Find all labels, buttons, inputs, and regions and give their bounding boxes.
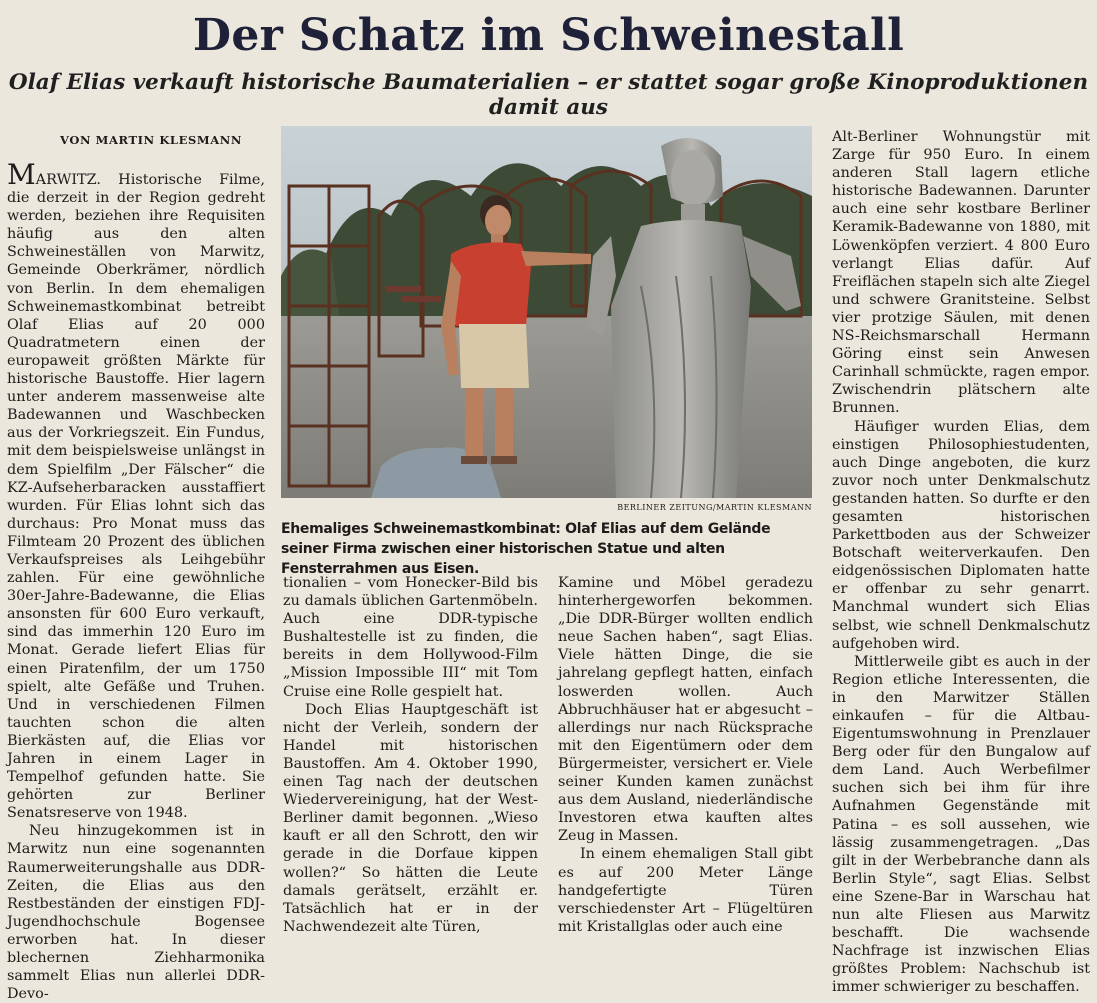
photo-caption: Ehemaliges Schweinemastkombinat: Olaf Elias auf dem Gelände seiner Firma zwischen einer historischen Statue und alten Fensterrahmen aus Eisen. bbox=[281, 521, 771, 577]
headline: Der Schatz im Schweinestall bbox=[192, 10, 905, 61]
article-paragraph: Doch Elias Hauptgeschäft ist nicht der Verleih, sondern der Handel mit historischen Baustoffen. Am 4. Oktober 1990, einen Tag nach der deutschen Wiedervereinigung, hat der West-Berliner damit begonnen. „Wieso kauft er all den Schrott, den wir gerade in die Dorfaue kippen wollen?“ So hätten die Leute damals gerätselt, erzählt er. Tatsächlich hat er in der Nachwendezeit alte Türen, bbox=[283, 701, 538, 935]
article-paragraph: In einem ehemaligen Stall gibt es auf 200 Meter Länge handgefertigte Türen verschiedenster Art – Flügeltüren mit Kristallglas oder auch eine bbox=[558, 846, 813, 935]
article-paragraph: tionalien – vom Honecker-Bild bis zu damals üblichen Gartenmöbeln. Auch eine DDR-typische Bushaltestelle ist zu finden, die bereits in dem Hollywood-Film „Mission Impossible III“ mit Tom Cruise eine Rolle gespielt hat. bbox=[283, 575, 538, 700]
photo-credit: BERLINER ZEITUNG/MARTIN KLESMANN bbox=[617, 503, 812, 512]
article-paragraph: Mittlerweile gibt es auch in der Region etliche Interessenten, die in den Marwitzer Ställen einkaufen – für die Altbau-Eigentumswohnung in Prenzlauer Berg oder für den Bungalow auf dem Land. Auch Werbefilmer suchen sich bei ihm für ihre Aufnahmen Gegenstände mit Patina – es soll aussehen, wie lässig zusammengetragen. „Das gilt in der Werbebranche dann als Berlin Style“, sagt Elias. Selbst eine Szene-Bar in Warschau hat nun alte Fliesen aus Marwitz beschafft. Die wachsende Nachfrage ist inzwischen Elias größtes Problem: Nachschub ist immer schwieriger zu beschaffen. bbox=[832, 653, 1090, 996]
byline: VON MARTIN KLESMANN bbox=[60, 133, 242, 147]
article-photo bbox=[281, 126, 812, 498]
article-paragraph bbox=[7, 158, 265, 822]
dropcap: M bbox=[7, 158, 36, 191]
subheadline: Olaf Elias verkauft historische Baumaterialien – er stattet sogar große Kinoproduktionen damit aus bbox=[8, 70, 1089, 120]
article-paragraph: Häufiger wurden Elias, dem einstigen Philosophiestudenten, auch Dinge angeboten, die kurz zuvor noch unter Denkmalschutz gestanden hatten. So durfte er den gesamten historischen Parkettboden aus der Schweizer Botschaft weiterverkaufen. Den eidgenössischen Diplomaten hatte er offenbar zu sehr genarrt. Manchmal wundert sich Elias selbst, wie schnell Denkmalschutz aufgehoben wird. bbox=[832, 418, 1090, 652]
article-column-3 bbox=[558, 574, 813, 935]
article-column-1 bbox=[7, 158, 265, 1003]
article-column-4 bbox=[832, 128, 1090, 996]
article-paragraph: Neu hinzugekommen ist in Marwitz nun eine sogenannten Raumerweiterungshalle aus DDR-Zeiten, die Elias aus den Restbeständen der einstigen FDJ-Jugendhochschule Bogensee erworben hat. In dieser blechernen Ziehharmonika sammelt Elias nun allerlei DDR-Devo- bbox=[7, 823, 265, 1003]
article-column-2 bbox=[283, 574, 538, 935]
article-paragraph: Alt-Berliner Wohnungstür mit Zarge für 950 Euro. In einem anderen Stall lagern etliche historische Badewannen. Darunter auch eine sehr kostbare Berliner Keramik-Badewanne von 1880, mit Löwenköpfen verziert. 4 800 Euro verlangt Elias dafür. Auf Freiflächen stapeln sich alte Ziegel und schwere Granitsteine. Selbst vier protzige Säulen, mit denen NS-Reichsmarschall Hermann Göring einst sein Anwesen Carinhall schmückte, ragen empor. Zwischendrin plätschern alte Brunnen. bbox=[832, 129, 1090, 417]
article-paragraph: Kamine und Möbel geradezu hinterhergeworfen bekommen. „Die DDR-Bürger wollten endlich neue Sachen haben“, sagt Elias. Viele hätten Dinge, die sie jahrelang gepflegt hatten, einfach loswerden wollen. Auch Abbruchhäuser hat er abgesucht – allerdings nur nach Rücksprache mit den Eigentümern oder dem Bürgermeister, versichert er. Viele seiner Kunden kamen zunächst aus dem Ausland, niederländische Investoren etwa kauften altes Zeug in Massen. bbox=[558, 575, 813, 845]
paragraph-text: ARWITZ. Historische Filme, die derzeit in der Region gedreht werden, beziehen ihre Requisiten häufig aus den alten Schweineställen von Marwitz, Gemeinde Oberkrämer, nördlich von Berlin. In dem ehemaligen Schweinemastkombinat betreibt Olaf Elias auf 20 000 Quadratmetern einen der europaweit größten Märkte für historische Baustoffe. Hier lagern unter anderem massenweise alte Badewannen und Waschbecken aus der Vorkriegszeit. Ein Fundus, mit dem beispielsweise unlängst in dem Spielfilm „Der Fälscher“ die KZ-Aufseherbaracken ausstaffiert wurden. Für Elias lohnt sich das durchaus: Pro Monat muss das Filmteam 20 Prozent des üblichen Verkaufspreises als Leihgebühr zahlen. Für eine gewöhnliche 30er-Jahre-Badewanne, die Elias ansonsten für 600 Euro verkauft, sind das immerhin 120 Euro im Monat. Gerade liefert Elias für einen Piratenfilm, der um 1750 spielt, alte Gefäße und Truhen. Und in verschiedenen Filmen tauchten schon die alten Bierkästen auf, die Elias vor Jahren in einem Lager in Tempelhof gefunden hatte. Sie gehörten zur Berliner Senatsreserve von 1948. bbox=[7, 172, 265, 822]
photo-scene bbox=[281, 126, 812, 498]
